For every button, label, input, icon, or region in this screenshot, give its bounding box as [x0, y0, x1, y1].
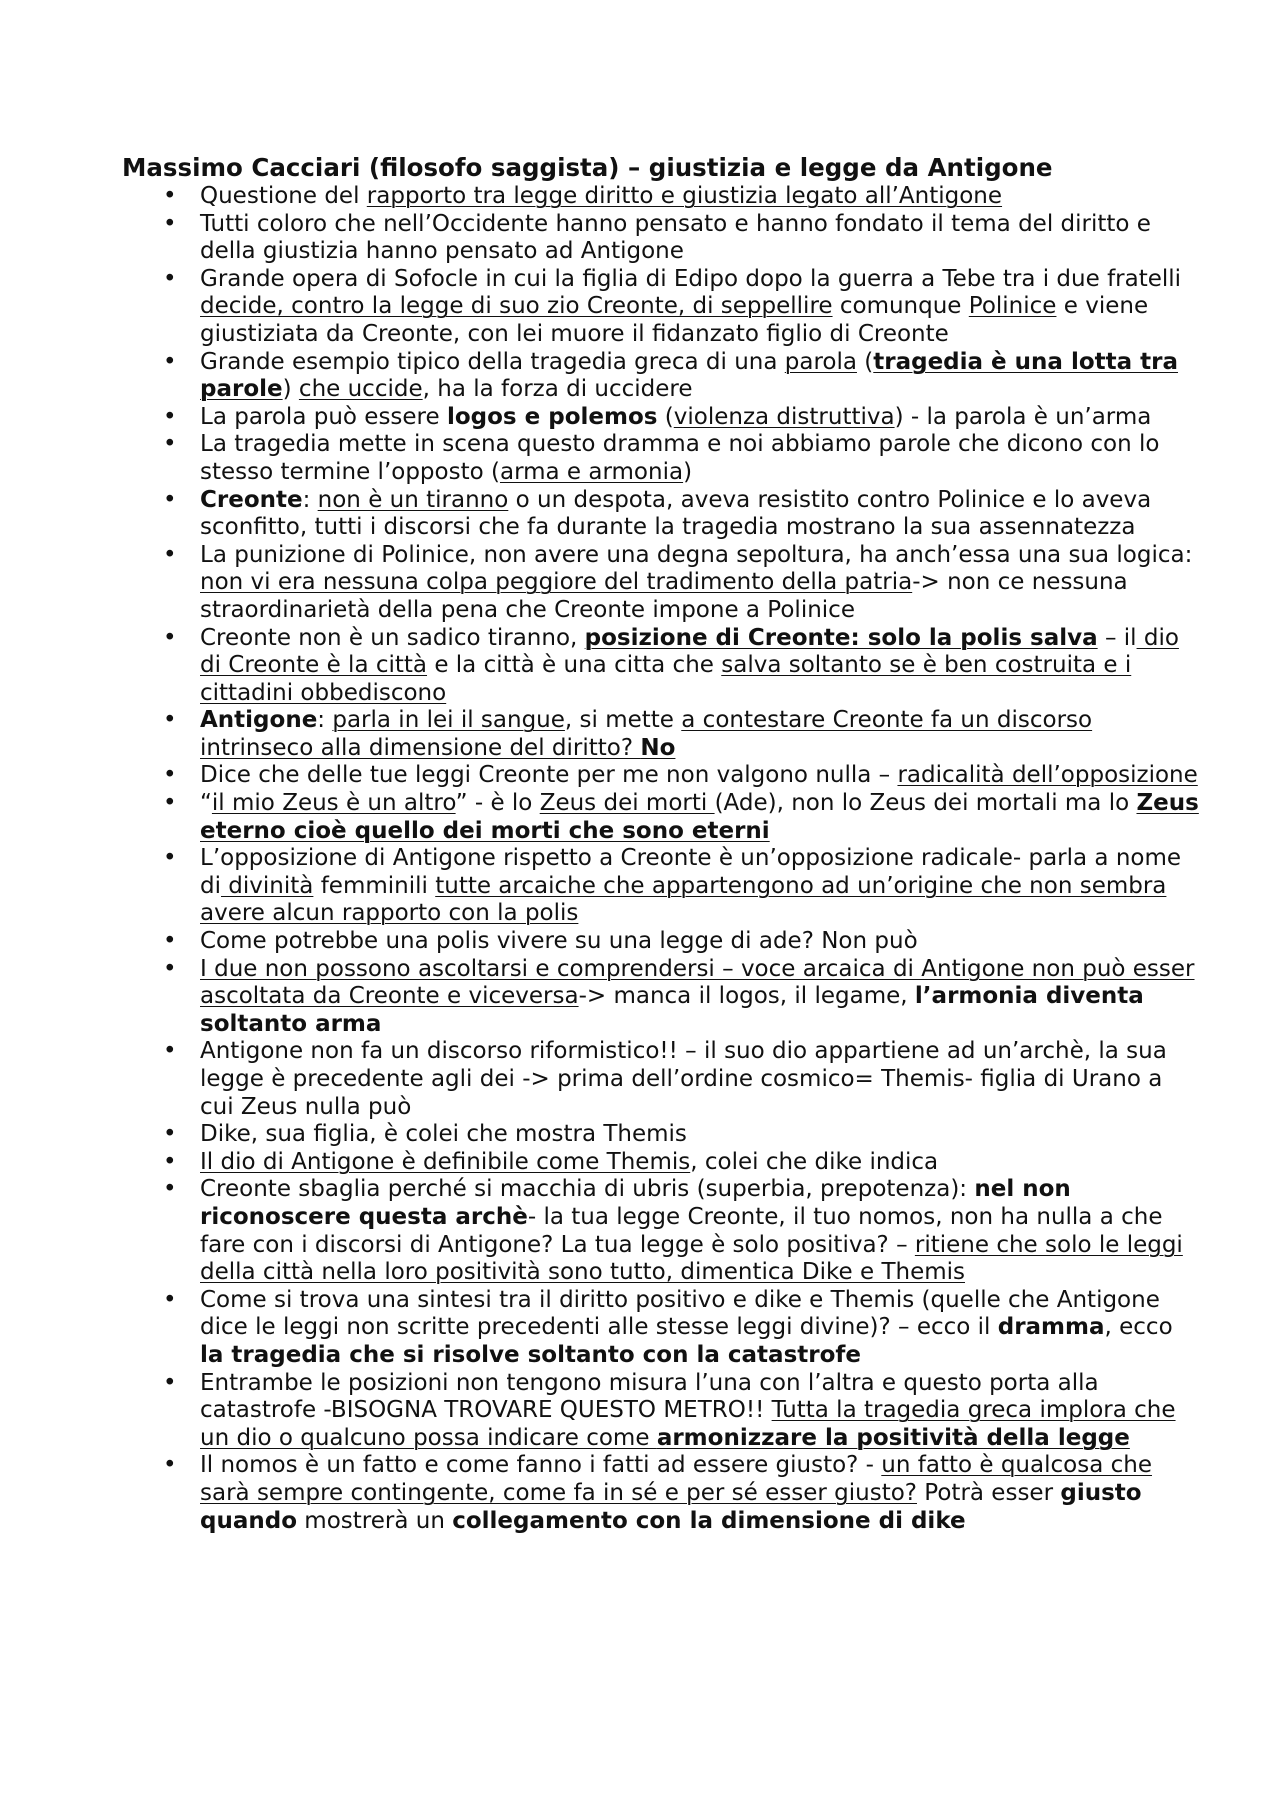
- text-segment: violenza distruttiva: [673, 403, 895, 430]
- text-segment: , si mette: [564, 707, 682, 734]
- bullet-item: [163, 1452, 1200, 1535]
- bullet-text: [200, 542, 1200, 625]
- bullet-item: [163, 928, 1200, 956]
- bullet-icon: •: [163, 928, 177, 955]
- text-segment: femminili: [313, 872, 436, 899]
- text-segment: Grande esempio tipico della tragedia greca di una: [200, 348, 785, 375]
- text-segment: arma e armonia: [499, 458, 684, 485]
- text-segment: posizione di Creonte: solo la polis salva: [584, 624, 1098, 651]
- bullet-icon: •: [163, 1369, 177, 1396]
- bullet-icon: •: [163, 1176, 177, 1203]
- bullet-text: [200, 625, 1200, 708]
- text-segment: Il dio di Antigone è definibile come Themis: [200, 1148, 691, 1175]
- text-segment: armonizzare la positività della legge: [656, 1424, 1130, 1451]
- bullet-text: [200, 928, 1200, 956]
- text-segment: I due non possono ascoltarsi e comprendersi – voce arcaica di Antigone non può esser ascoltata da Creonte e viceversa: [200, 955, 1195, 1010]
- text-segment: Creonte non è un sadico tiranno,: [200, 624, 585, 651]
- bullet-item: [163, 955, 1200, 1039]
- text-segment: ): [683, 458, 693, 485]
- bullet-text: [200, 487, 1200, 542]
- bullet-item: [163, 541, 1200, 625]
- text-segment: rapporto tra legge diritto e giustizia legato all’Antigone: [366, 183, 1003, 209]
- text-segment: la tragedia che si risolve soltanto con la catastrofe: [200, 1341, 862, 1368]
- bullet-icon: •: [163, 183, 177, 209]
- bullet-icon: •: [163, 348, 177, 375]
- text-segment: tragedia è una lotta tra parole: [200, 348, 1179, 403]
- bullet-item: [163, 845, 1200, 928]
- text-segment: decide, contro la legge di suo zio Creonte, di seppellire: [200, 293, 833, 320]
- text-segment: dio di Creonte è la città: [200, 624, 1179, 679]
- text-segment: Potrà esser: [917, 1479, 1061, 1506]
- text-segment: - la tua legge Creonte, il tuo nomos, non ha nulla a che fare con i discorsi di Antigone? La tua legge è solo positiva? –: [200, 1203, 1163, 1258]
- bullet-item: [163, 265, 1200, 349]
- text-segment: che uccide: [298, 376, 423, 403]
- bullet-icon: •: [163, 707, 177, 734]
- text-segment: (: [856, 348, 874, 375]
- text-segment: Questione del: [200, 183, 367, 209]
- text-segment: giusto quando: [200, 1479, 1142, 1534]
- text-segment: e viene giustiziata da Creonte, con lei muore il fidanzato figlio di Creonte: [200, 293, 1149, 347]
- text-segment: Creonte sbaglia perché si macchia di ubris (superbia, prepotenza):: [200, 1176, 975, 1203]
- text-segment: La punizione di Polinice, non avere una degna sepoltura, ha anch’essa una sua logica:: [200, 541, 1193, 568]
- bullet-item: [163, 431, 1200, 486]
- text-segment: :: [317, 707, 333, 734]
- bullet-text: [200, 762, 1200, 790]
- bullet-item: [163, 624, 1200, 708]
- bullet-icon: •: [163, 403, 177, 430]
- bullet-item: [163, 1176, 1200, 1286]
- bullet-item: [163, 183, 1200, 211]
- bullet-list: [163, 183, 1200, 1535]
- bullet-text: [200, 1038, 1200, 1121]
- document-title: Massimo Cacciari (filosofo saggista) – giustizia e legge da Antigone: [122, 153, 1053, 182]
- text-segment: non vi era nessuna colpa peggiore del tradimento della patria: [200, 569, 913, 596]
- text-segment: Grande opera di Sofocle in cui la figlia di Edipo dopo la guerra a Tebe tra i due fratelli: [200, 265, 1182, 292]
- text-segment: Entrambe le posizioni non tengono misura l’una con l’altra e questo porta alla catastrofe -BISOGNA TROVARE QUESTO METRO!!: [200, 1369, 1099, 1424]
- bullet-icon: •: [163, 431, 177, 458]
- text-segment: divinità: [221, 872, 314, 899]
- text-segment: radicalità dell’opposizione: [897, 762, 1198, 789]
- text-segment: ): [282, 376, 299, 403]
- text-segment: L’opposizione di Antigone rispetto a Creonte è un’opposizione radicale- parla a nome di: [200, 845, 1182, 899]
- bullet-icon: •: [163, 486, 177, 513]
- bullet-text: [200, 707, 1200, 762]
- bullet-text: [200, 1287, 1200, 1370]
- bullet-text: [200, 845, 1200, 928]
- bullet-item: [163, 1369, 1200, 1453]
- text-segment: :: [302, 486, 318, 513]
- bullet-icon: •: [163, 265, 177, 292]
- bullet-item: [163, 1286, 1200, 1370]
- text-segment: La parola può essere: [200, 403, 447, 430]
- text-segment: Il nomos è un fatto e come fanno i fatti ad essere giusto? -: [200, 1452, 882, 1479]
- bullet-text: [200, 1176, 1200, 1286]
- text-segment: ” - è lo: [455, 790, 540, 817]
- text-segment: logos e polemos: [446, 403, 658, 430]
- bullet-item: [163, 1038, 1200, 1121]
- text-segment: il mio Zeus è un altro: [211, 790, 456, 817]
- bullet-item: [163, 348, 1200, 404]
- bullet-item: [163, 707, 1200, 762]
- bullet-icon: •: [163, 1286, 177, 1313]
- bullet-text: [200, 211, 1200, 266]
- bullet-icon: •: [163, 955, 177, 982]
- text-segment: , colei che dike indica: [690, 1148, 939, 1175]
- bullet-item: [163, 1121, 1200, 1149]
- text-segment: “: [200, 790, 212, 817]
- bullet-icon: •: [163, 762, 177, 789]
- text-segment: Antigone non fa un discorso riformistico!! – il suo dio appartiene ad un’archè, la sua legge è precedente agli dei -> prima dell’ordine cosmico= Themis- figlia di Urano a cui Zeus nulla può: [200, 1038, 1167, 1120]
- text-segment: (: [657, 403, 674, 430]
- text-segment: o un despota, aveva resistito contro Polinice e lo aveva sconfitto, tutti i discorsi che fa durante la tragedia mostrano la sua assennatezza: [200, 486, 1152, 541]
- bullet-icon: •: [163, 790, 177, 817]
- text-segment: -> manca il logos, il legame,: [578, 983, 915, 1010]
- text-segment: e la città è una citta che: [427, 652, 722, 679]
- text-segment: Polinice: [968, 293, 1057, 320]
- bullet-text: [200, 1452, 1200, 1535]
- text-segment: (Ade), non lo Zeus dei mortali ma lo: [714, 790, 1137, 817]
- bullet-text: [200, 790, 1200, 845]
- text-segment: , ha la forza di uccidere: [422, 376, 693, 403]
- text-segment: La tragedia mette in scena questo dramma e noi abbiamo parole che dicono con lo stesso termine l’opposto (: [200, 431, 1160, 485]
- bullet-text: [200, 266, 1200, 349]
- text-segment: mostrerà un: [297, 1507, 453, 1534]
- text-segment: dramma: [997, 1314, 1105, 1341]
- text-segment: ) - la parola è un’arma: [894, 403, 1152, 430]
- bullet-icon: •: [163, 1452, 177, 1479]
- text-segment: -> non ce nessuna straordinarietà della pena che Creonte impone a Polinice: [200, 569, 1128, 623]
- text-segment: Tutta la tragedia greca implora che un dio o qualcuno possa indicare come: [200, 1397, 1176, 1451]
- text-segment: , ecco: [1104, 1314, 1173, 1341]
- bullet-item: [163, 790, 1200, 845]
- bullet-icon: •: [163, 1038, 177, 1065]
- bullet-item: [163, 403, 1200, 432]
- text-segment: Dike, sua figlia, è colei che mostra Themis: [200, 1121, 687, 1148]
- bullet-icon: •: [163, 1121, 177, 1148]
- text-segment: un fatto è qualcosa che sarà sempre contingente, come fa in sé e per sé esser giusto?: [200, 1452, 1152, 1506]
- bullet-text: [200, 1121, 1200, 1149]
- text-segment: parola: [784, 348, 857, 375]
- text-segment: ritiene che solo le leggi della città nella loro positività sono tutto, dimentica Dike e Themis: [200, 1231, 1183, 1286]
- bullet-icon: •: [163, 845, 177, 872]
- bullet-text: [200, 431, 1200, 486]
- bullet-icon: •: [163, 1148, 177, 1175]
- bullet-item: [163, 762, 1200, 790]
- bullet-text: [200, 956, 1200, 1039]
- bullet-item: [163, 1148, 1200, 1177]
- text-segment: Dice che delle tue leggi Creonte per me non valgono nulla –: [200, 762, 898, 789]
- bullet-text: [200, 349, 1200, 404]
- text-segment: Antigone: [200, 707, 318, 734]
- bullet-item: [163, 486, 1200, 542]
- text-segment: nel non riconoscere questa archè: [200, 1176, 1071, 1230]
- text-segment: Zeus dei morti: [539, 790, 715, 817]
- text-segment: salva soltanto se è ben costruita e i cittadini obbediscono: [200, 652, 1132, 706]
- bullet-item: [163, 210, 1200, 266]
- bullet-icon: •: [163, 210, 177, 237]
- text-segment: Tutti coloro che nell’Occidente hanno pensato e hanno fondato il tema del diritto e della giustizia hanno pensato ad Antigone: [200, 210, 1151, 265]
- bullet-text: [200, 1149, 1200, 1177]
- text-segment: collegamento con la dimensione di dike: [452, 1507, 966, 1534]
- text-segment: No: [640, 734, 676, 761]
- bullet-text: [200, 1370, 1200, 1453]
- text-segment: tutte arcaiche che appartengono ad un’origine che non sembra avere alcun rapporto con la polis: [200, 872, 1167, 927]
- text-segment: Creonte: [200, 486, 303, 513]
- bullet-icon: •: [163, 541, 177, 568]
- text-segment: Come si trova una sintesi tra il diritto positivo e dike e Themis (quelle che Antigone dice le leggi non scritte precedenti alle stesse leggi divine)? – ecco il: [200, 1286, 1160, 1341]
- text-segment: a contestare Creonte fa un discorso intrinseco alla dimensione del diritto?: [200, 707, 1093, 761]
- text-segment: l’armonia diventa soltanto arma: [200, 983, 1144, 1037]
- text-segment: non è un tiranno: [317, 486, 509, 513]
- text-segment: parla in lei il sangue: [332, 707, 565, 734]
- bullet-icon: •: [163, 624, 177, 651]
- bullet-text: [200, 404, 1200, 432]
- text-segment: – il: [1097, 624, 1137, 651]
- text-segment: Come potrebbe una polis vivere su una legge di ade? Non può: [200, 928, 918, 955]
- text-segment: Zeus eterno cioè quello dei morti che sono eterni: [200, 790, 1199, 844]
- bullet-text: [200, 183, 1200, 211]
- text-segment: comunque: [832, 293, 969, 320]
